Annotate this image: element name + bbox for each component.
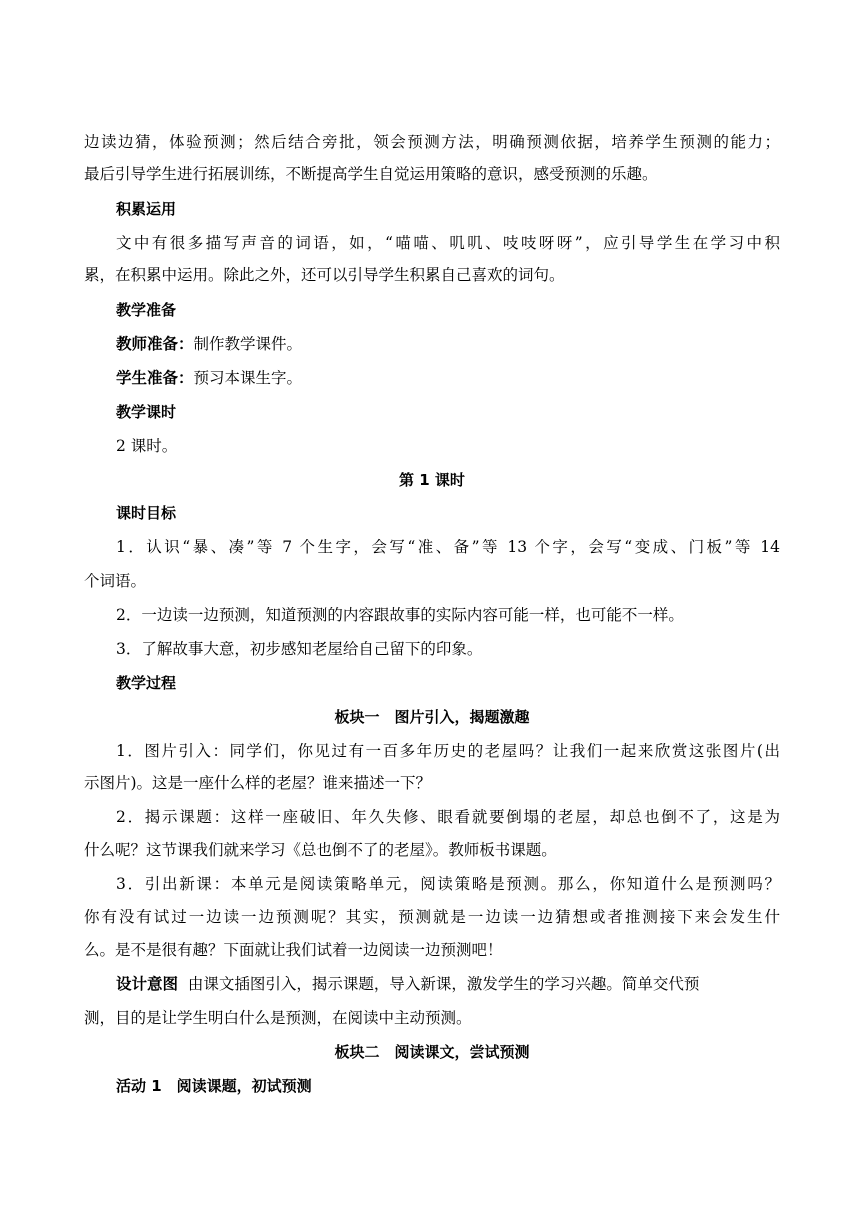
student-prep-text: 预习本课生字。 <box>193 369 303 387</box>
paragraph-line: 3．引出新课：本单元是阅读策略单元，阅读策略是预测。那么，你知道什么是预测吗？ <box>116 875 780 893</box>
design-intent <box>116 974 780 994</box>
goal-line: 个词语。 <box>84 572 147 590</box>
section-heading: 课时目标 <box>116 504 177 522</box>
paragraph-line: 么。是不是很有趣？下面就让我们试着一边阅读一边预测吧！ <box>84 941 503 959</box>
paragraph-line: 累，在积累中运用。除此之外，还可以引导学生积累自己喜欢的词句。 <box>84 266 565 284</box>
paragraph-line: 最后引导学生进行拓展训练，不断提高学生自觉运用策略的意识，感受预测的乐趣。 <box>84 165 658 183</box>
paragraph-line: 示图片)。这是一座什么样的老屋？谁来描述一下？ <box>84 774 432 792</box>
teacher-prep-text: 制作教学课件。 <box>193 335 303 353</box>
section-heading: 积累运用 <box>116 200 177 218</box>
student-prep-label: 学生准备： <box>116 369 194 387</box>
goal-line: 3．了解故事大意，初步感知老屋给自己留下的印象。 <box>116 640 483 658</box>
teacher-prep <box>116 334 780 354</box>
paragraph-line: 边读边猜，体验预测；然后结合旁批，领会预测方法，明确预测依据，培养学生预测的能力； <box>84 133 780 151</box>
section-heading: 教学过程 <box>116 674 177 692</box>
lesson-title: 第 1 课时 <box>399 471 465 489</box>
paragraph-line: 2．揭示课题：这样一座破旧、年久失修、眼看就要倒塌的老屋，却总也倒不了，这是为 <box>116 808 780 826</box>
activity-heading: 活动 1 阅读课题，初试预测 <box>116 1077 312 1095</box>
paragraph-line: 文中有很多描写声音的词语，如，“喵喵、叽叽、吱吱呀呀”，应引导学生在学习中积 <box>116 234 780 252</box>
paragraph-line: 什么呢？这节课我们就来学习《总也倒不了的老屋》。教师板书课题。 <box>84 841 557 859</box>
paragraph-line: 你有没有试过一边读一边预测呢？其实，预测就是一边读一边猜想或者推测接下来会发生什 <box>84 908 780 926</box>
goal-line: 2．一边读一边预测，知道预测的内容跟故事的实际内容可能一样，也可能不一样。 <box>116 606 684 624</box>
design-intent-label: 设计意图 <box>116 975 179 993</box>
goal-line: 1．认识“暴、凑”等 7 个生字，会写“准、备”等 13 个字，会写“变成、门板”等 14 <box>116 538 780 556</box>
section-heading: 教学课时 <box>116 403 177 421</box>
paragraph-line: 1．图片引入：同学们，你见过有一百多年历史的老屋吗？让我们一起来欣赏这张图片(出 <box>116 742 780 760</box>
paragraph-line: 2 课时。 <box>116 437 178 455</box>
student-prep <box>116 368 780 388</box>
section-heading: 教学准备 <box>116 301 177 319</box>
design-intent-text: 由课文插图引入，揭示课题，导入新课，激发学生的学习兴趣。简单交代预 <box>187 975 700 993</box>
block-heading: 板块一 图片引入，揭题激趣 <box>334 708 530 726</box>
paragraph-line: 测，目的是让学生明白什么是预测，在阅读中主动预测。 <box>84 1009 472 1027</box>
block-heading: 板块二 阅读课文，尝试预测 <box>334 1043 530 1061</box>
teacher-prep-label: 教师准备： <box>116 335 194 353</box>
